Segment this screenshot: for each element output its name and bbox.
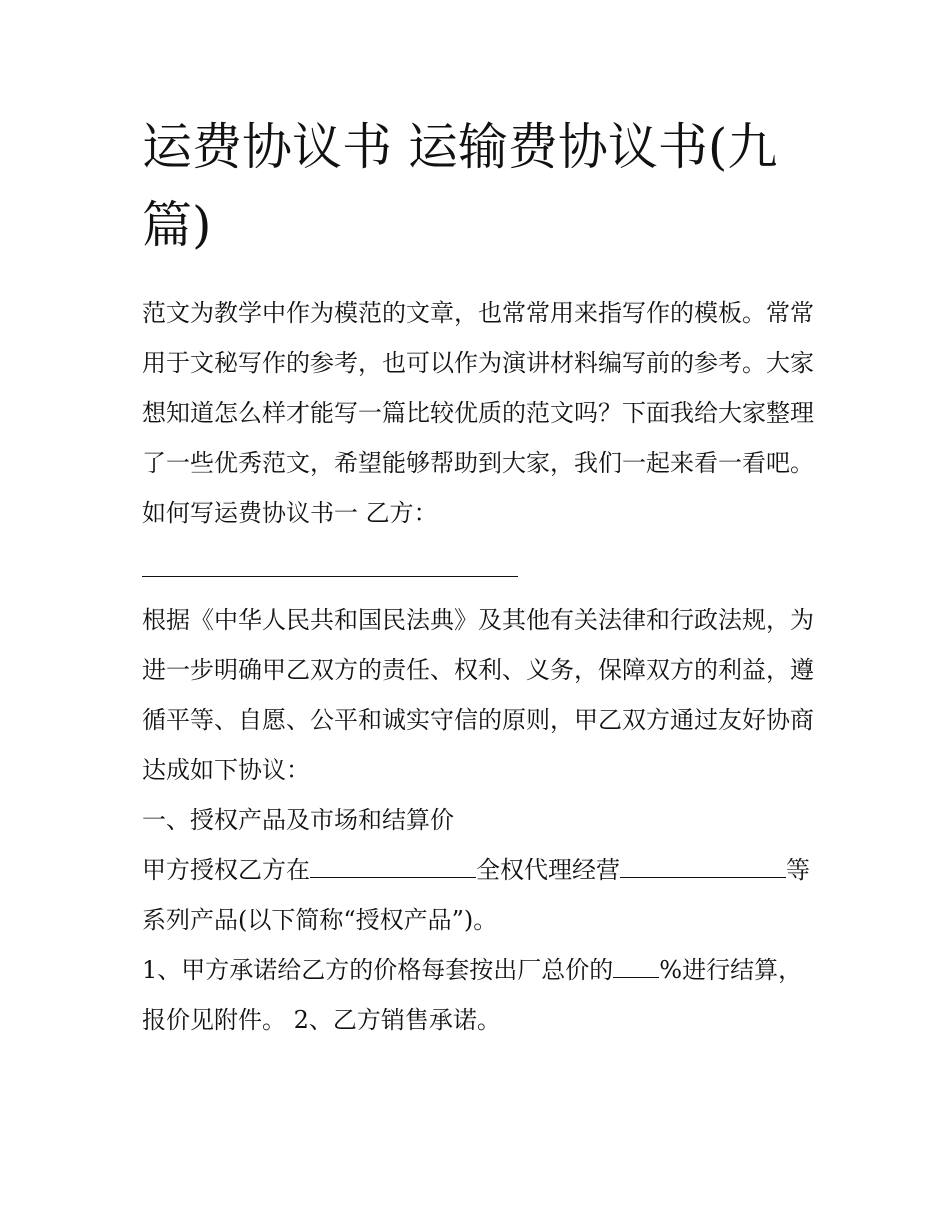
price-clause-text-1: 1、甲方承诺给乙方的价格每套按出厂总价的	[142, 956, 614, 984]
price-clause-text-2: %进行结算，报价见附件。 2、乙方销售承诺。	[142, 956, 803, 1034]
signature-line	[142, 576, 518, 577]
region-blank	[310, 855, 476, 878]
basis-paragraph: 根据《中华人民共和国民法典》及其他有关法律和行政法规，为进一步明确甲乙双方的责任、权利、义务，保障双方的利益，遵循平等、自愿、公平和诚实守信的原则，甲乙双方通过友好协商达成如下协议：	[142, 606, 814, 784]
price-clause-paragraph	[142, 945, 822, 1045]
intro-paragraph: 范文为教学中作为模范的文章，也常常用来指写作的模板。常常用于文秘写作的参考，也可以作为演讲材料编写前的参考。大家想知道怎么样才能写一篇比较优质的范文吗？下面我给大家整理了一些优秀范文，希望能够帮助到大家，我们一起来看一看吧。	[142, 299, 814, 477]
authorization-text-1: 甲方授权乙方在	[142, 856, 310, 884]
product-blank	[620, 855, 786, 878]
authorization-text-3: 等系列产品(以下简称“授权产品”)。	[142, 856, 810, 934]
authorization-paragraph	[142, 845, 822, 945]
clause-one-heading: 一、授权产品及市场和结算价	[142, 806, 454, 834]
percent-blank	[613, 955, 659, 978]
section-heading: 如何写运费协议书一 乙方：	[142, 499, 438, 527]
document-page	[142, 108, 822, 1045]
document-title: 运费协议书 运输费协议书(九篇)	[142, 118, 778, 254]
authorization-text-2: 全权代理经营	[476, 856, 620, 884]
